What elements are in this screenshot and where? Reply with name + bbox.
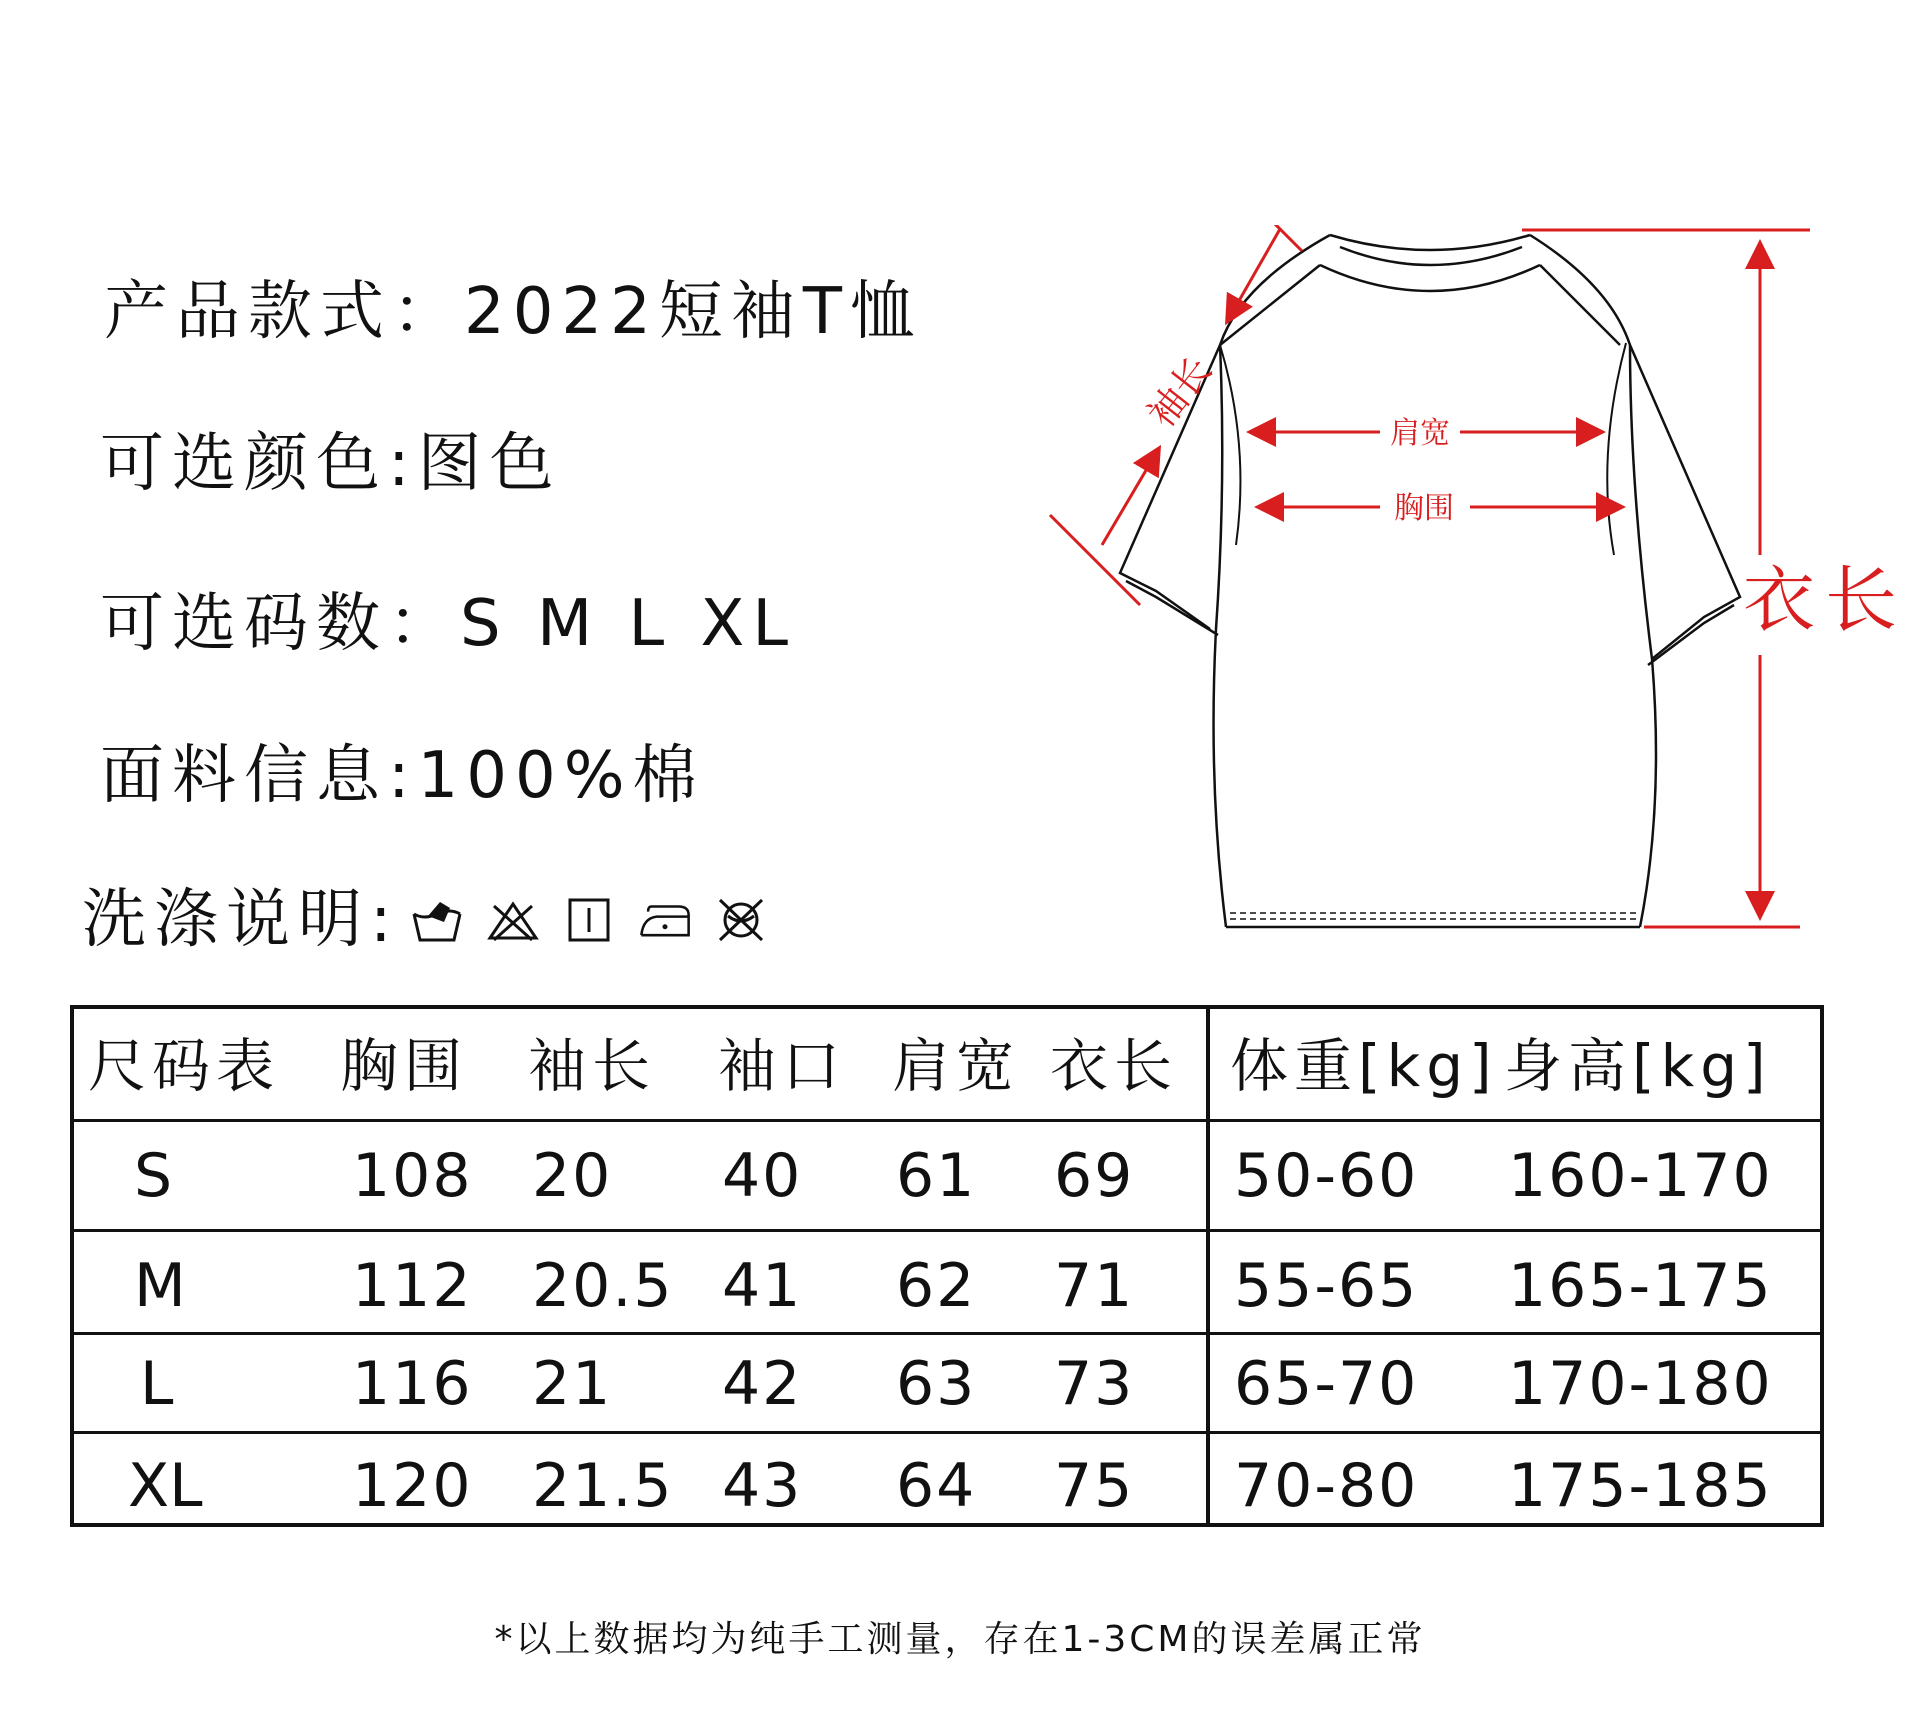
table-header-cell: 袖口	[718, 1032, 847, 1100]
footnote: *以上数据均为纯手工测量，存在1-3CM的误差属正常	[494, 1619, 1426, 1660]
table-cell: 116	[352, 1349, 473, 1419]
care-icons	[410, 896, 768, 944]
size-label-cell: S	[134, 1141, 173, 1211]
tshirt-outline	[1120, 235, 1740, 927]
table-header-cell: 体重[kg]	[1230, 1032, 1498, 1100]
table-cell: 62	[896, 1251, 977, 1321]
table-cell: 55-65	[1234, 1251, 1419, 1321]
size-table	[70, 1005, 1824, 1527]
label-shoulder-width: 肩宽	[1390, 416, 1450, 451]
table-cell: 63	[896, 1349, 977, 1419]
table-row-divider	[74, 1431, 1820, 1434]
table-cell: 20.5	[532, 1251, 674, 1321]
product-color: 可选颜色:图色	[100, 427, 562, 501]
table-header-cell: 身高[kg]	[1504, 1032, 1772, 1100]
label-chest: 胸围	[1394, 491, 1454, 526]
product-fabric: 面料信息:100%棉	[100, 739, 705, 813]
table-cell: 160-170	[1508, 1141, 1773, 1211]
no-bleach-icon	[486, 896, 540, 944]
product-sizes: 可选码数：S M L XL	[100, 587, 797, 661]
table-column-divider	[1206, 1009, 1210, 1523]
table-row-divider	[74, 1229, 1820, 1232]
line-dry-icon	[562, 896, 616, 944]
table-cell: 69	[1054, 1141, 1135, 1211]
size-label-cell: XL	[128, 1451, 203, 1521]
size-label-cell: M	[134, 1251, 186, 1321]
table-row-divider	[74, 1332, 1820, 1335]
table-cell: 108	[352, 1141, 473, 1211]
table-header-cell: 肩宽	[892, 1032, 1021, 1100]
table-cell: 61	[896, 1141, 977, 1211]
size-label-cell: L	[140, 1349, 174, 1419]
table-header-cell: 胸围	[340, 1032, 469, 1100]
table-cell: 41	[722, 1251, 803, 1321]
table-cell: 65-70	[1234, 1349, 1419, 1419]
table-header-cell: 尺码表	[88, 1032, 281, 1100]
table-cell: 75	[1054, 1451, 1135, 1521]
table-cell: 43	[722, 1451, 803, 1521]
table-cell: 71	[1054, 1251, 1135, 1321]
table-cell: 20	[532, 1141, 613, 1211]
wash-instructions	[82, 883, 768, 957]
table-cell: 170-180	[1508, 1349, 1773, 1419]
label-sleeve-length: 袖长	[1139, 348, 1221, 436]
table-row-divider	[74, 1119, 1820, 1122]
hand-wash-icon	[410, 896, 464, 944]
table-cell: 40	[722, 1141, 803, 1211]
table-cell: 70-80	[1234, 1451, 1419, 1521]
iron-icon	[638, 896, 692, 944]
table-header-cell: 衣长	[1050, 1032, 1179, 1100]
wash-label: 洗涤说明:	[82, 883, 400, 957]
table-cell: 73	[1054, 1349, 1135, 1419]
tshirt-diagram	[1040, 225, 1920, 945]
table-cell: 21	[532, 1349, 613, 1419]
table-header-cell: 袖长	[528, 1032, 657, 1100]
table-cell: 21.5	[532, 1451, 674, 1521]
table-cell: 50-60	[1234, 1141, 1419, 1211]
table-cell: 120	[352, 1451, 473, 1521]
no-tumble-dry-icon	[714, 896, 768, 944]
measurement-arrows	[1050, 225, 1810, 927]
table-cell: 112	[352, 1251, 473, 1321]
table-cell: 42	[722, 1349, 803, 1419]
product-style: 产品款式：2022短袖T恤	[104, 275, 922, 349]
table-cell: 175-185	[1508, 1451, 1773, 1521]
label-body-length: 衣长	[1742, 558, 1908, 642]
table-cell: 165-175	[1508, 1251, 1773, 1321]
table-cell: 64	[896, 1451, 977, 1521]
